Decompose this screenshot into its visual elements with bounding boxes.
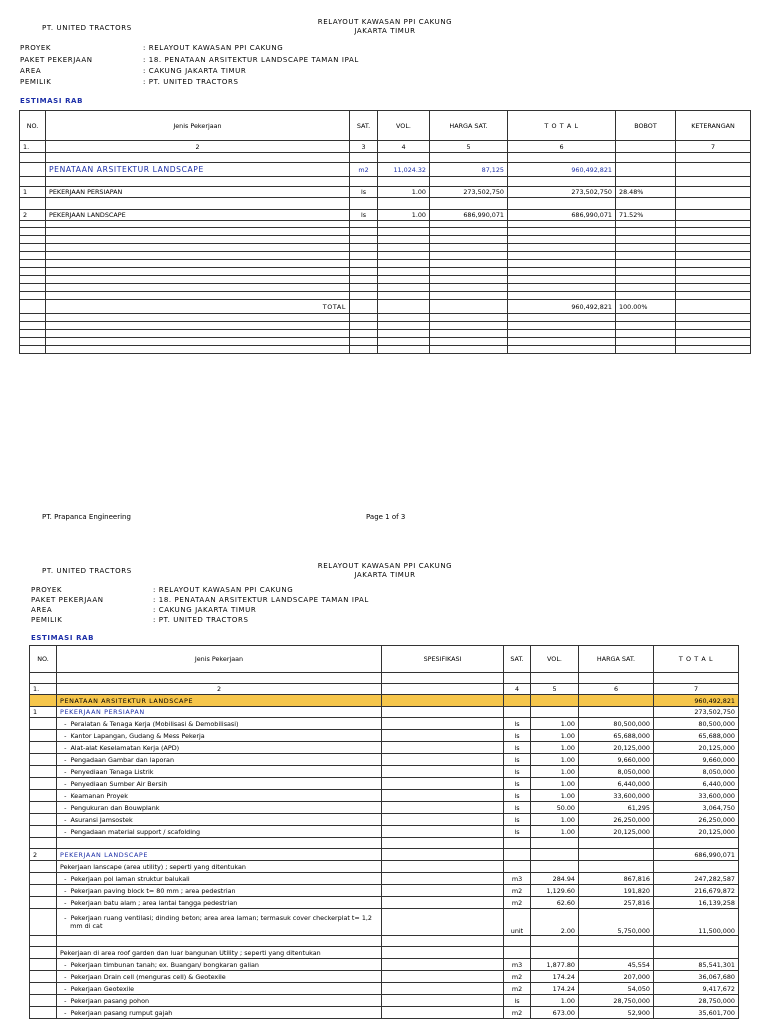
subsection-row <box>30 861 739 873</box>
info-value: : PT. UNITED TRACTORS <box>143 78 239 86</box>
section-label: ESTIMASI RAB <box>31 634 95 642</box>
colnum: 4 <box>378 141 430 153</box>
table-header-row <box>30 646 739 673</box>
section-total: 273,502,750 <box>654 707 739 718</box>
main-row-title: PENATAAN ARSITEKTUR LANDSCAPE <box>57 695 382 707</box>
item-vol: 50.00 <box>531 802 579 814</box>
item-harga: 65,688,000 <box>579 730 654 742</box>
list-item <box>30 730 739 742</box>
item-name: - Kantor Lapangan, Gudang & Mess Pekerja <box>57 730 382 742</box>
row-no: 1 <box>20 187 46 198</box>
item-sat: m2 <box>504 971 531 983</box>
col-header: T O T A L <box>654 646 739 673</box>
list-item <box>30 814 739 826</box>
item-harga: 867,816 <box>579 873 654 885</box>
row-bobot: 28.48% <box>616 187 676 198</box>
list-item <box>30 718 739 730</box>
item-total: 35,601,700 <box>654 1007 739 1019</box>
main-row-title: PENATAAN ARSITEKTUR LANDSCAPE <box>46 163 350 177</box>
colnum: 6 <box>508 141 616 153</box>
item-harga: 33,600,000 <box>579 790 654 802</box>
info-label: PROYEK <box>31 586 63 594</box>
item-name: - Pekerjaan Geotexile <box>57 983 382 995</box>
item-sat: ls <box>504 790 531 802</box>
col-header: NO. <box>20 111 46 141</box>
item-total: 80,500,000 <box>654 718 739 730</box>
colnum: 5 <box>531 684 579 695</box>
item-harga: 8,050,000 <box>579 766 654 778</box>
item-sat: ls <box>504 730 531 742</box>
info-label: PEMILIK <box>31 616 63 624</box>
item-name: - Pekerjaan timbunan tanah; ex. Buangan/ bongkaran galian <box>57 959 382 971</box>
list-item <box>30 1007 739 1019</box>
section-total: 686,990,071 <box>654 849 739 861</box>
info-value: : RELAYOUT KAWASAN PPI CAKUNG <box>143 44 284 52</box>
section-title: PEKERJAAN LANDSCAPE <box>57 849 382 861</box>
row-harga: 273,502,750 <box>430 187 508 198</box>
info-value: : CAKUNG JAKARTA TIMUR <box>153 606 257 614</box>
colnum: 2 <box>46 141 350 153</box>
col-header: HARGA SAT. <box>579 646 654 673</box>
table-row <box>20 187 751 198</box>
item-name: - Pekerjaan pol laman struktur balukali <box>57 873 382 885</box>
item-total: 11,500,000 <box>654 909 739 936</box>
main-row <box>20 163 751 177</box>
item-name: - Penyediaan Tenaga Listrik <box>57 766 382 778</box>
item-sat: ls <box>504 742 531 754</box>
item-sat: m2 <box>504 897 531 909</box>
colnum: 1. <box>20 141 46 153</box>
col-header: T O T A L <box>508 111 616 141</box>
total-value: 960,492,821 <box>508 300 616 314</box>
main-row <box>30 695 739 707</box>
item-harga: 26,250,000 <box>579 814 654 826</box>
list-item <box>30 754 739 766</box>
item-vol: 62.60 <box>531 897 579 909</box>
item-sat: m3 <box>504 959 531 971</box>
item-name: - Pekerjaan pasang rumput gajah <box>57 1007 382 1019</box>
colnum: 3 <box>350 141 378 153</box>
doc-subtitle: JAKARTA TIMUR <box>354 27 416 35</box>
info-label: PEMILIK <box>20 78 52 86</box>
doc-title: RELAYOUT KAWASAN PPI CAKUNG <box>317 562 453 570</box>
item-harga: 28,750,000 <box>579 995 654 1007</box>
item-name: - Penyediaan Sumber Air Bersih <box>57 778 382 790</box>
item-harga: 80,500,000 <box>579 718 654 730</box>
table-row <box>20 210 751 221</box>
section-no: 2 <box>30 849 57 861</box>
row-total: 273,502,750 <box>508 187 616 198</box>
item-total: 216,679,872 <box>654 885 739 897</box>
main-row-total: 960,492,821 <box>508 163 616 177</box>
item-vol: 1.00 <box>531 790 579 802</box>
section-row <box>30 707 739 718</box>
item-total: 36,067,680 <box>654 971 739 983</box>
item-name: - Alat-alat Keselamatan Kerja (APD) <box>57 742 382 754</box>
item-sat: ls <box>504 778 531 790</box>
col-header: SAT. <box>350 111 378 141</box>
item-vol: 1,877.80 <box>531 959 579 971</box>
info-value: : RELAYOUT KAWASAN PPI CAKUNG <box>153 586 294 594</box>
info-value: : 18. PENATAAN ARSITEKTUR LANDSCAPE TAMAN IPAL <box>153 596 369 604</box>
info-label: PAKET PEKERJAAN <box>20 56 93 64</box>
item-total: 26,250,000 <box>654 814 739 826</box>
info-label: AREA <box>20 67 42 75</box>
list-item <box>30 826 739 838</box>
item-total: 8,050,000 <box>654 766 739 778</box>
item-name: - Pekerjaan batu alam ; area lantai tangga pedestrian <box>57 897 382 909</box>
item-name: - Asuransi Jamsostek <box>57 814 382 826</box>
row-vol: 1.00 <box>378 210 430 221</box>
item-harga: 207,000 <box>579 971 654 983</box>
item-sat: ls <box>504 814 531 826</box>
info-value: : PT. UNITED TRACTORS <box>153 616 249 624</box>
info-label: AREA <box>31 606 53 614</box>
main-row-sat: m2 <box>350 163 378 177</box>
item-harga: 54,050 <box>579 983 654 995</box>
item-harga: 9,660,000 <box>579 754 654 766</box>
item-sat: unit <box>504 909 531 936</box>
col-header: KETERANGAN <box>676 111 751 141</box>
subsection-title: Pekerjaan di area roof garden dan luar bangunan Utility ; seperti yang ditentukan <box>57 947 382 959</box>
item-name: - Pengukuran dan Bouwplank <box>57 802 382 814</box>
colnum: 6 <box>579 684 654 695</box>
total-label: TOTAL <box>46 300 350 314</box>
row-jenis: PEKERJAAN PERSIAPAN <box>46 187 350 198</box>
item-vol: 1.00 <box>531 995 579 1007</box>
footer-page-number: Page 1 of 3 <box>366 513 406 521</box>
item-sat: ls <box>504 766 531 778</box>
item-vol: 1.00 <box>531 742 579 754</box>
main-row-total: 960,492,821 <box>654 695 739 707</box>
colnum: 1. <box>30 684 57 695</box>
colnum: 7 <box>654 684 739 695</box>
info-label: PAKET PEKERJAAN <box>31 596 104 604</box>
info-label: PROYEK <box>20 44 52 52</box>
item-harga: 191,820 <box>579 885 654 897</box>
item-total: 6,440,000 <box>654 778 739 790</box>
doc-subtitle: JAKARTA TIMUR <box>354 571 416 579</box>
col-header: VOL. <box>531 646 579 673</box>
item-vol: 1.00 <box>531 754 579 766</box>
col-header: NO. <box>30 646 57 673</box>
list-item <box>30 909 739 936</box>
detail-table <box>29 645 739 1019</box>
col-header: Jenis Pekerjaan <box>57 646 382 673</box>
item-sat: m2 <box>504 885 531 897</box>
item-sat: ls <box>504 995 531 1007</box>
item-vol: 174.24 <box>531 971 579 983</box>
item-vol: 1,129.60 <box>531 885 579 897</box>
section-label: ESTIMASI RAB <box>20 97 84 105</box>
col-header: SAT. <box>504 646 531 673</box>
subsection-row <box>30 947 739 959</box>
list-item <box>30 778 739 790</box>
list-item <box>30 766 739 778</box>
item-sat: ls <box>504 718 531 730</box>
item-vol: 1.00 <box>531 730 579 742</box>
colnum-row <box>30 684 739 695</box>
row-vol: 1.00 <box>378 187 430 198</box>
item-vol: 1.00 <box>531 814 579 826</box>
item-name: - Pekerjaan Drain cell (menguras cell) & Geotexile <box>57 971 382 983</box>
item-harga: 5,750,000 <box>579 909 654 936</box>
list-item <box>30 742 739 754</box>
section-no: 1 <box>30 707 57 718</box>
section-row <box>30 849 739 861</box>
colnum-row <box>20 141 751 153</box>
col-header: HARGA SAT. <box>430 111 508 141</box>
item-sat: ls <box>504 826 531 838</box>
item-sat: ls <box>504 754 531 766</box>
item-sat: m2 <box>504 983 531 995</box>
main-row-harga: 87,125 <box>430 163 508 177</box>
row-jenis: PEKERJAAN LANDSCAPE <box>46 210 350 221</box>
list-item <box>30 971 739 983</box>
item-total: 247,282,587 <box>654 873 739 885</box>
list-item <box>30 885 739 897</box>
item-name: - Peralatan & Tenaga Kerja (Mobilisasi & Demobilisasi) <box>57 718 382 730</box>
footer-company: PT. Prapanca Engineering <box>42 513 131 521</box>
item-total: 16,139,258 <box>654 897 739 909</box>
company-name: PT. UNITED TRACTORS <box>42 567 132 575</box>
col-header: BOBOT <box>616 111 676 141</box>
item-vol: 673.00 <box>531 1007 579 1019</box>
doc-title: RELAYOUT KAWASAN PPI CAKUNG <box>317 18 453 26</box>
item-vol: 2.00 <box>531 909 579 936</box>
item-total: 9,417,672 <box>654 983 739 995</box>
item-name: - Pengadaan Gambar dan laporan <box>57 754 382 766</box>
row-harga: 686,990,071 <box>430 210 508 221</box>
col-header: VOL. <box>378 111 430 141</box>
item-total: 28,750,000 <box>654 995 739 1007</box>
total-row <box>20 300 751 314</box>
list-item <box>30 873 739 885</box>
list-item <box>30 959 739 971</box>
colnum: 7 <box>676 141 751 153</box>
info-value: : CAKUNG JAKARTA TIMUR <box>143 67 247 75</box>
list-item <box>30 983 739 995</box>
list-item <box>30 995 739 1007</box>
subsection-title: Pekerjaan lanscape (area utility) ; seperti yang ditentukan <box>57 861 382 873</box>
item-harga: 61,295 <box>579 802 654 814</box>
list-item <box>30 790 739 802</box>
main-row-vol: 11,024.32 <box>378 163 430 177</box>
item-name: - Pekerjaan pasang pohon <box>57 995 382 1007</box>
item-vol: 1.00 <box>531 826 579 838</box>
info-value: : 18. PENATAAN ARSITEKTUR LANDSCAPE TAMAN IPAL <box>143 56 359 64</box>
col-header: SPESIFIKASI <box>382 646 504 673</box>
item-harga: 45,554 <box>579 959 654 971</box>
item-vol: 284.94 <box>531 873 579 885</box>
item-sat: m3 <box>504 873 531 885</box>
item-harga: 6,440,000 <box>579 778 654 790</box>
colnum: 2 <box>57 684 382 695</box>
table-header-row <box>20 111 751 141</box>
item-total: 85,541,301 <box>654 959 739 971</box>
list-item <box>30 897 739 909</box>
item-harga: 20,125,000 <box>579 826 654 838</box>
item-name: - Keamanan Proyek <box>57 790 382 802</box>
total-bobot: 100.00% <box>616 300 676 314</box>
item-harga: 257,816 <box>579 897 654 909</box>
item-vol: 1.00 <box>531 766 579 778</box>
item-name: - Pekerjaan ruang ventilasi; dinding beton; area area laman; termasuk cover checkerplat t= 1,2 mm di cat <box>57 909 382 936</box>
item-vol: 1.00 <box>531 778 579 790</box>
item-total: 20,125,000 <box>654 826 739 838</box>
row-total: 686,990,071 <box>508 210 616 221</box>
item-vol: 174.24 <box>531 983 579 995</box>
section-title: PEKERJAAN PERSIAPAN <box>57 707 382 718</box>
item-sat: m2 <box>504 1007 531 1019</box>
item-name: - Pekerjaan paving block t= 80 mm ; area pedestrian <box>57 885 382 897</box>
item-sat: ls <box>504 802 531 814</box>
item-total: 65,688,000 <box>654 730 739 742</box>
item-vol: 1.00 <box>531 718 579 730</box>
row-sat: ls <box>350 187 378 198</box>
list-item <box>30 802 739 814</box>
row-bobot: 71.52% <box>616 210 676 221</box>
row-no: 2 <box>20 210 46 221</box>
item-total: 3,064,750 <box>654 802 739 814</box>
item-total: 20,125,000 <box>654 742 739 754</box>
colnum: 5 <box>430 141 508 153</box>
item-harga: 20,125,000 <box>579 742 654 754</box>
colnum: 4 <box>504 684 531 695</box>
col-header: Jenis Pekerjaan <box>46 111 350 141</box>
summary-table <box>19 110 751 354</box>
item-harga: 52,900 <box>579 1007 654 1019</box>
item-total: 9,660,000 <box>654 754 739 766</box>
company-name: PT. UNITED TRACTORS <box>42 24 132 32</box>
row-sat: ls <box>350 210 378 221</box>
item-total: 33,600,000 <box>654 790 739 802</box>
item-name: - Pengadaan material support / scafolding <box>57 826 382 838</box>
